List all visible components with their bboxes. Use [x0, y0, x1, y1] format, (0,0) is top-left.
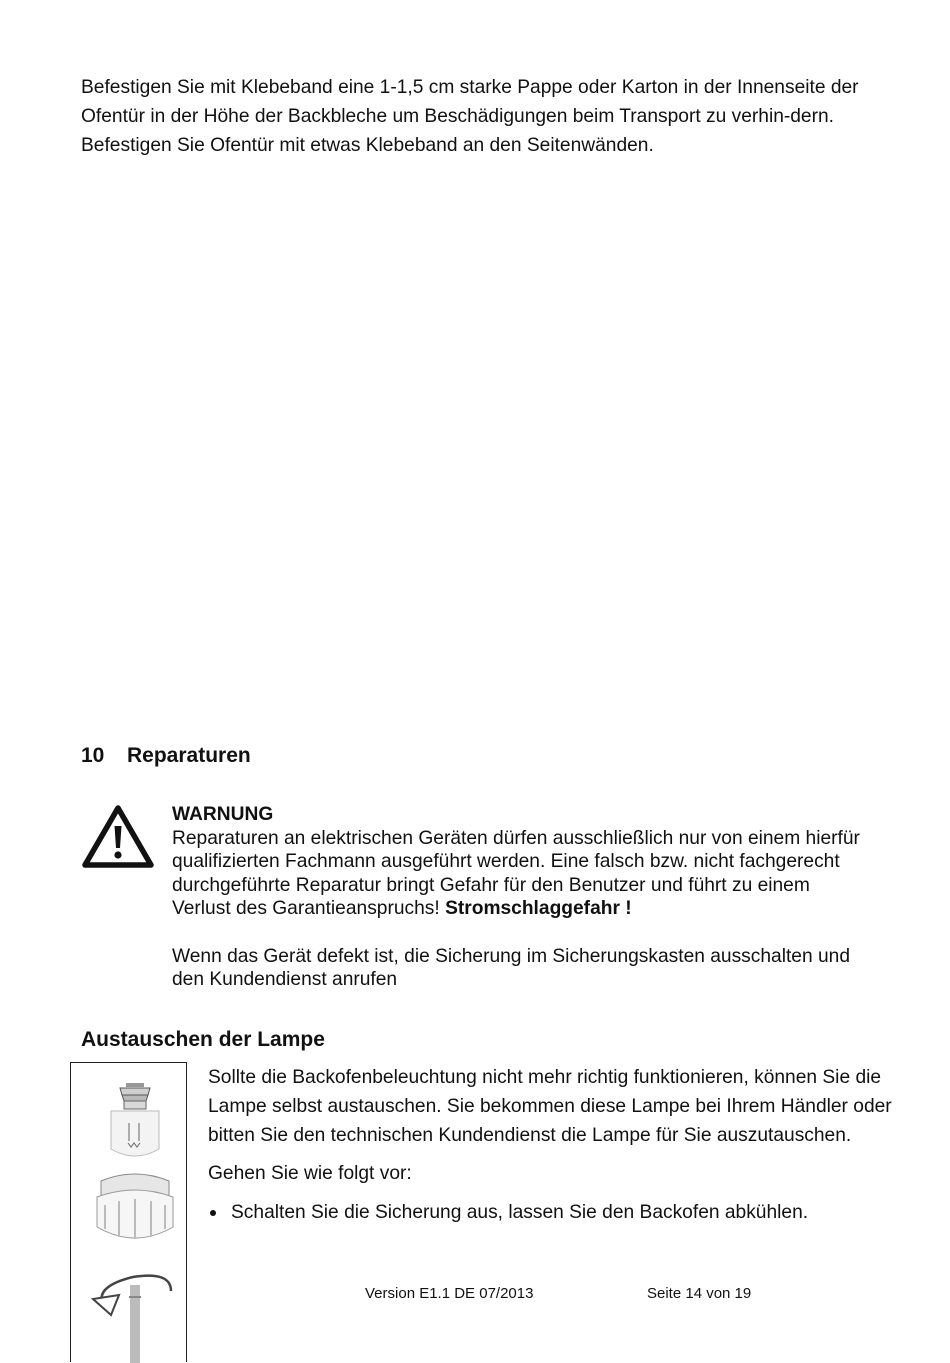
warning-emphasis: Stromschlaggefahr ! — [445, 898, 632, 919]
lamp-illustration-frame — [70, 1062, 187, 1362]
footer-page-number: Seite 14 von 19 — [647, 1285, 752, 1302]
lamp-replacement-illustration — [71, 1063, 188, 1363]
section-title: Reparaturen — [127, 744, 251, 767]
section-heading — [81, 744, 251, 768]
list-item: Schalten Sie die Sicherung aus, lassen Sie den Backofen abkühlen. — [208, 1198, 908, 1227]
intro-paragraph: Befestigen Sie mit Klebeband eine 1-1,5 cm starke Pappe oder Karton in der Innenseite der Ofentür in der Höhe der Backbleche um Beschädigungen beim Transport zu verhin-dern. Befestigen Sie Ofentür mit etwas Klebeband an den Seitenwänden. — [81, 77, 859, 156]
warning-text — [172, 827, 872, 921]
warning-triangle-icon — [82, 804, 154, 868]
steps-list — [208, 1198, 908, 1227]
warning-block — [172, 803, 872, 992]
section-number: 10 — [81, 744, 105, 767]
steps-intro: Gehen Sie wie folgt vor: — [208, 1163, 412, 1184]
lamp-heading: Austauschen der Lampe — [81, 1028, 325, 1051]
lamp-paragraph: Sollte die Backofenbeleuchtung nicht mehr richtig funktionieren, können Sie die Lampe selbst austauschen. Sie bekommen diese Lampe bei Ihrem Händler oder bitten Sie den technischen Kundendienst die Lampe für Sie auszutauschen. — [208, 1067, 892, 1146]
warning-note: Wenn das Gerät defekt ist, die Sicherung im Sicherungskasten ausschalten und den Kundendienst anrufen — [172, 945, 850, 990]
lamp-instructions — [208, 1063, 908, 1227]
warning-title: WARNUNG — [172, 804, 274, 825]
warning-body: Reparaturen an elektrischen Geräten dürfen ausschließlich nur von einem hierfür qualifizierten Fachmann ausgeführt werden. Eine falsch bzw. nicht fachgerecht durchgeführte Reparatur bringt Gefahr für den Benutzer und führt zu einem Verlust des Garantieanspruchs! — [172, 827, 860, 919]
footer-version: Version E1.1 DE 07/2013 — [365, 1285, 534, 1302]
